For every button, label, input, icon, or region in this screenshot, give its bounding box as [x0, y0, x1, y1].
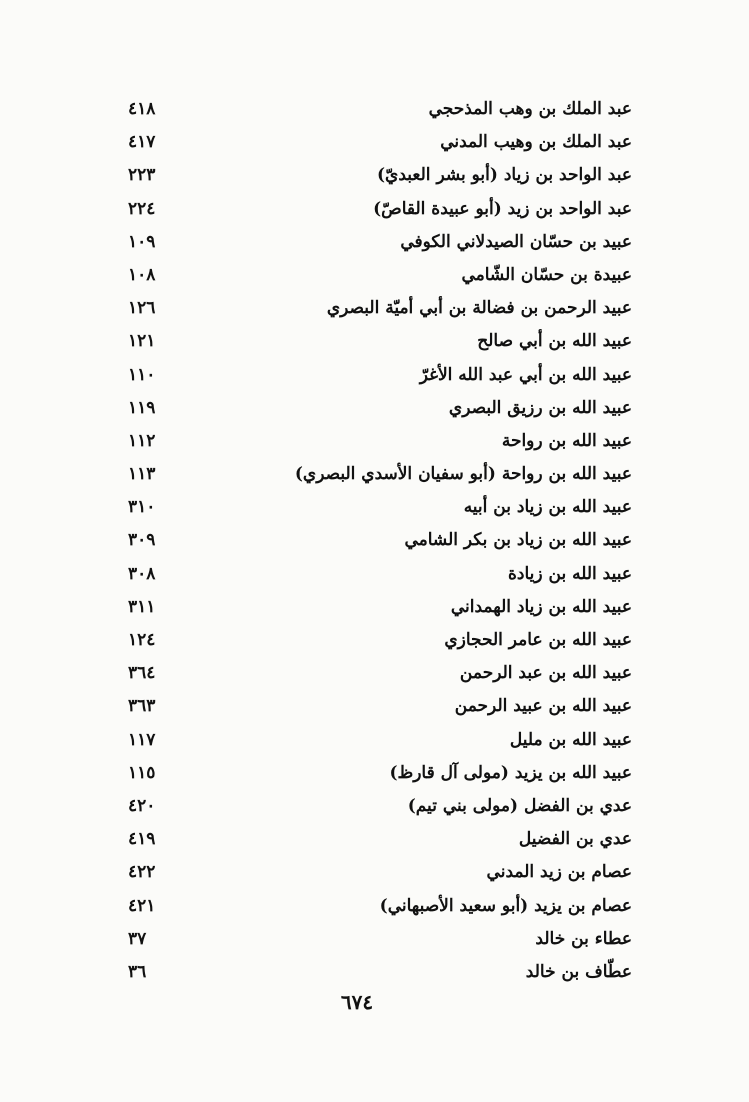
index-entry: [120, 193, 632, 226]
entry-name: عبيد الله بن زياد الهمداني: [450, 596, 632, 617]
index-entry: [120, 757, 632, 790]
entry-name: عطاء بن خالد: [535, 928, 632, 949]
entry-name: عبد الملك بن وهب المذحجي: [428, 99, 632, 119]
entry-page-number: ٤١٨: [128, 99, 156, 119]
entry-page-number: ١٢٦: [128, 298, 156, 319]
index-entry: [120, 159, 632, 192]
entry-name: عدي بن الفضل (مولى بني تيم): [407, 795, 632, 816]
entry-name: عبيد الله بن زيادة: [508, 563, 632, 584]
entry-page-number: ١٠٩: [128, 231, 156, 252]
entry-page-number: ١١٥: [128, 762, 156, 783]
entry-name: عبيد الله بن عامر الحجازي: [444, 630, 632, 650]
index-entry: [120, 93, 632, 126]
entry-page-number: ٣٦٣: [128, 696, 156, 717]
index-entry: [120, 458, 632, 491]
index-entry: [120, 292, 632, 325]
entry-page-number: ١٠٨: [128, 264, 156, 285]
entry-name: عبيد بن حسّان الصيدلاني الكوفي: [400, 231, 632, 252]
entry-name: عبيد الله بن رزيق البصري: [448, 397, 632, 418]
index-entry: [120, 657, 632, 690]
entry-page-number: ٣٦: [128, 961, 147, 982]
entry-name: عبد الواحد بن زيد (أبو عبيدة القاصّ): [373, 198, 632, 219]
entry-page-number: ٣١٠: [128, 497, 156, 518]
page-number: ٦٧٤: [340, 990, 374, 1014]
entry-name: عبيدة بن حسّان الشّامي: [461, 264, 632, 285]
entry-name: عصام بن زيد المدني: [486, 862, 632, 883]
index-entry: [120, 690, 632, 723]
entry-page-number: ١١٩: [128, 397, 156, 418]
entry-page-number: ٤١٧: [128, 132, 156, 153]
name-index-list: [120, 93, 632, 989]
index-entry: [120, 923, 632, 956]
entry-name: عبيد الله بن مليل: [509, 729, 632, 750]
entry-page-number: ٣١١: [128, 596, 156, 617]
index-entry: [120, 724, 632, 757]
index-entry: [120, 790, 632, 823]
index-entry: [120, 524, 632, 557]
entry-page-number: ٤٢٢: [128, 862, 156, 883]
index-entry: [120, 126, 632, 159]
entry-page-number: ٣٦٤: [128, 663, 156, 684]
entry-page-number: ٤٢١: [128, 895, 156, 916]
entry-page-number: ٤١٩: [128, 829, 156, 850]
entry-page-number: ١٢١: [128, 331, 156, 352]
entry-page-number: ١١٠: [128, 364, 156, 385]
entry-name: عبد الملك بن وهيب المدني: [440, 132, 632, 153]
entry-page-number: ٤٢٠: [128, 795, 156, 816]
entry-name: عبيد الرحمن بن فضالة بن أبي أميّة البصري: [326, 298, 632, 319]
entry-page-number: ٢٢٣: [128, 165, 156, 186]
entry-page-number: ٣٠٩: [128, 530, 156, 551]
entry-name: عبيد الله بن عبد الرحمن: [459, 663, 632, 684]
entry-page-number: ١١٧: [128, 729, 156, 750]
index-entry: [120, 425, 632, 458]
index-entry: [120, 359, 632, 392]
index-entry: [120, 591, 632, 624]
entry-page-number: ٣٧: [128, 928, 147, 949]
index-entry: [120, 823, 632, 856]
index-entry: [120, 890, 632, 923]
entry-page-number: ١١٣: [128, 464, 156, 485]
entry-name: عبيد الله بن أبي عبد الله الأغرّ: [419, 364, 632, 385]
entry-name: عبيد الله بن أبي صالح: [477, 331, 632, 352]
index-entry: [120, 491, 632, 524]
index-entry: [120, 259, 632, 292]
entry-name: عبيد الله بن زياد بن بكر الشامي: [404, 530, 632, 551]
entry-name: عصام بن يزيد (أبو سعيد الأصبهاني): [379, 895, 632, 916]
entry-name: عبيد الله بن رواحة (أبو سفيان الأسدي البصري): [294, 464, 632, 485]
index-entry: [120, 624, 632, 657]
entry-page-number: ١١٢: [128, 430, 156, 451]
entry-name: عبيد الله بن رواحة: [501, 430, 632, 451]
entry-name: عبد الواحد بن زياد (أبو بشر العبديّ): [377, 165, 632, 186]
entry-page-number: ٢٢٤: [128, 198, 156, 219]
entry-name: عبيد الله بن زياد بن أبيه: [463, 497, 632, 518]
entry-name: عطّاف بن خالد: [525, 961, 632, 982]
index-entry: [120, 558, 632, 591]
entry-name: عبيد الله بن عبيد الرحمن: [454, 696, 632, 717]
entry-page-number: ٣٠٨: [128, 563, 156, 584]
index-entry: [120, 856, 632, 889]
index-entry: [120, 325, 632, 358]
index-entry: [120, 956, 632, 989]
entry-name: عبيد الله بن يزيد (مولى آل قارظ): [389, 762, 632, 783]
entry-name: عدي بن الفضيل: [518, 829, 632, 850]
entry-page-number: ١٢٤: [128, 630, 156, 650]
index-entry: [120, 226, 632, 259]
index-entry: [120, 392, 632, 425]
